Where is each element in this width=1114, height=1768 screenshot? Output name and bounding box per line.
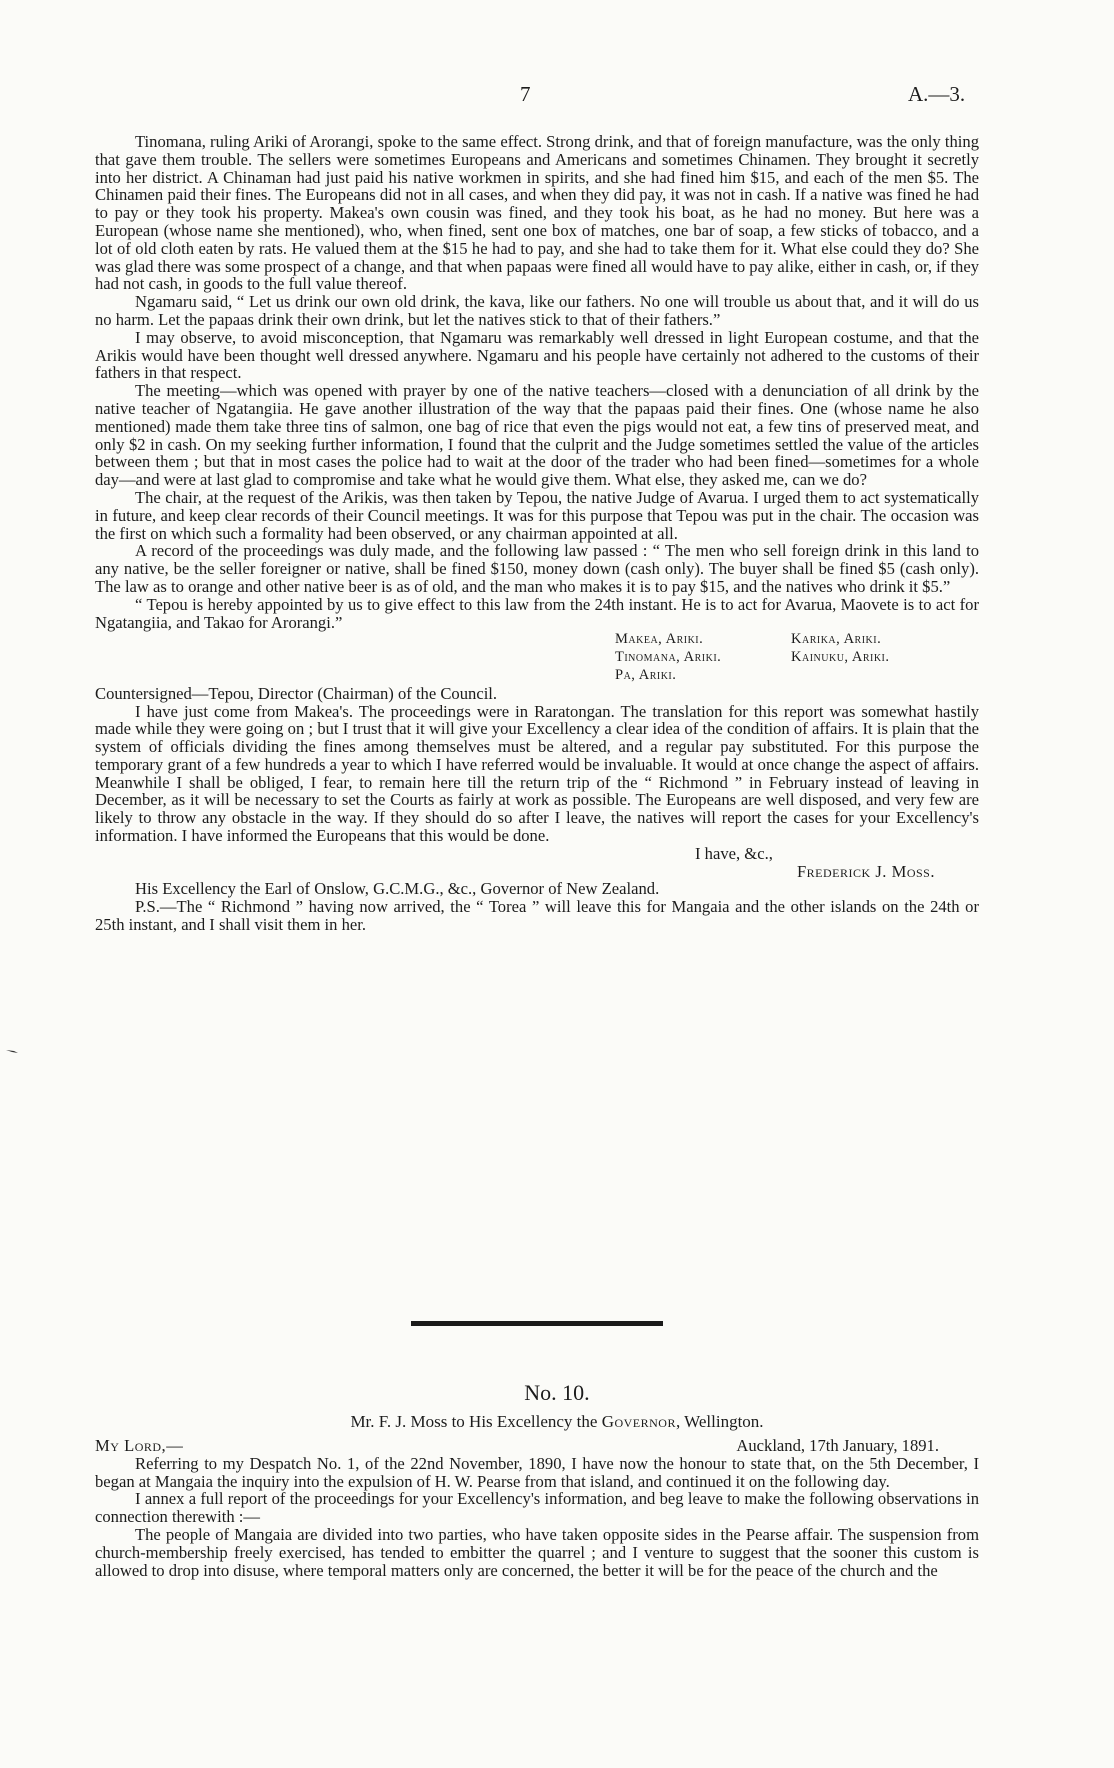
signatory: Kainuku, Ariki. <box>791 649 890 666</box>
signatory: Karika, Ariki. <box>791 631 882 648</box>
paragraph: “ Tepou is hereby appointed by us to give effect to this law from the 24th instant. He is to act for Avarua, Maovete is to act for Ngatangiia, and Takao for Arorangi.” <box>95 594 979 632</box>
letter-continuation <box>95 133 979 934</box>
paragraph: The people of Mangaia are divided into two parties, who have taken opposite sides in the Pearse affair. The suspension from church-membership freely exercised, has tended to embitter the quarrel ; and I venture to suggest that the sooner this custom is allowed to drop into disuse, where temporal matters only are concerned, the better it will be for the peace of the church and the <box>95 1524 979 1580</box>
document-reference: A.—3. <box>908 82 966 106</box>
paragraph: I may observe, to avoid misconception, that Ngamaru was remarkably well dressed in light European costume, and that the Arikis would have been thought well dressed anywhere. Ngamaru and his people have certainly not adhered to the customs of their fathers in that respect. <box>95 327 979 383</box>
heading-title: Governor <box>601 1412 676 1431</box>
despatch-body <box>95 1437 979 1579</box>
paragraph: Ngamaru said, “ Let us drink our own old drink, the kava, like our fathers. No one will trouble us about that, and it will do us no harm. Let the papaas drink their own drink, but let the natives stick to that of their fathers.” <box>95 292 979 329</box>
signatory: Pa, Ariki. <box>615 666 677 683</box>
heading-suffix: , Wellington. <box>675 1412 764 1431</box>
salutation: My Lord,— <box>95 1436 184 1455</box>
closing-line: I have, &c., <box>695 843 773 863</box>
signatory: Tinomana, Ariki. <box>615 649 722 666</box>
paragraph: The meeting—which was opened with prayer by one of the native teachers—closed with a denunciation of all drink by the native teacher of Ngatangiia. He gave another illustration of the way that the papaas paid their fines. One (whose name he also mentioned) made them take three tins of salmon, one bag of rice that even the pigs would not eat, a few tins of preserved meat, and only $2 in cash. On my seeking further information, I found that the culprit and the Judge sometimes settled the value of the articles between them ; but that in most cases the police had to wait at the door of the trader who had been fined—sometimes for a whole day—and were at last glad to compromise and take what he would give them. What else, they asked me, can we do? <box>95 381 979 490</box>
heading-prefix: Mr. F. J. Moss to His Excellency the <box>350 1412 602 1431</box>
signatory: Makea, Ariki. <box>615 631 704 648</box>
signatory <box>791 667 971 685</box>
section-divider <box>411 1321 663 1326</box>
place-date: Auckland, 17th January, 1891. <box>736 1436 939 1455</box>
addressee-line: His Excellency the Earl of Onslow, G.C.M.G., &c., Governor of New Zealand. <box>135 879 660 899</box>
despatch-number: No. 10. <box>524 1380 590 1405</box>
page-number: 7 <box>520 82 531 106</box>
countersigned-line: Countersigned—Tepou, Director (Chairman) of the Council. <box>95 683 498 703</box>
paragraph: I annex a full report of the proceedings for your Excellency's information, and beg leave to make the following observations in connection therewith :— <box>95 1489 979 1527</box>
salutation-row <box>95 1437 979 1455</box>
despatch-heading <box>0 1412 1114 1432</box>
signatories <box>615 631 979 684</box>
paragraph: Referring to my Despatch No. 1, of the 22nd November, 1890, I have now the honour to state that, on the 5th December, I began at Mangaia the inquiry into the expulsion of H. W. Pearse from that island, and continued it on the following day. <box>95 1453 979 1491</box>
paragraph: The chair, at the request of the Arikis, was then taken by Tepou, the native Judge of Avarua. I urged them to act systematically in future, and keep clear records of their Council meetings. It was for this purpose that Tepou was put in the chair. The occasion was the first on which such a formality had been observed, or any chairman appointed at all. <box>95 487 979 543</box>
paragraph: Tinomana, ruling Ariki of Arorangi, spoke to the same effect. Strong drink, and that of foreign manufacture, was the only thing that gave them trouble. The sellers were sometimes Europeans and Americans and sometimes Chinamen. They brought it secretly into her district. A Chinaman had just paid his native workmen in spirits, and she had fined him $15, and each of the men $5. The Chinamen paid their fines. The Europeans did not in all cases, and when they did pay, it was not in cash. If a native was fined he had to pay or they took his property. Makea's own cousin was fined, and they took his boat, as he had no money. But here was a European (whose name she mentioned), who, when fined, sent one box of matches, one bar of soap, a few sticks of tobacco, and a lot of old cloth eaten by rats. He valued them at the $15 he had to pay, and she had to take them for it. What else could they do? She was glad there was some prospect of a change, and that when papaas were fined all would have to pay alike, either in cash, or, if they had not cash, in goods to the full value thereof. <box>95 132 980 294</box>
paragraph: A record of the proceedings was duly made, and the following law passed : “ The men who sell foreign drink in this land to any native, be the seller foreigner or native, shall be fined $150, money down (cash only). The buyer shall be fined $5 (cash only). The law as to orange and other native beer is as of old, and the man who makes it is to pay $15, and the natives who drink it $5.” <box>95 541 979 596</box>
scan-mark <box>6 1048 18 1054</box>
report-paragraph: I have just come from Makea's. The proceedings were in Raratongan. The translation for this report was somewhat hastily made while they were going on ; but I trust that it will give your Excellency a clear idea of the condition of affairs. It is plain that the system of officials dividing the fines among themselves must be altered, and a regular pay substituted. For this purpose the temporary grant of a few hundreds a year to which I have referred would be invaluable. It would at once change the aspect of affairs. Meanwhile I shall be obliged, I fear, to remain here till the return trip of the “ Richmond ” in February instead of leaving in December, as it will be necessary to set the Courts as fairly at work as possible. The Europeans are well disposed, and very few are likely to throw any obstacle in the way. If they should do so after I leave, the natives will report the cases for your Excellency's information. I have informed the Europeans that this would be done. <box>95 701 979 846</box>
postscript: P.S.—The “ Richmond ” having now arrived, the “ Torea ” will leave this for Mangaia and the other islands on the 24th or 25th instant, and I shall visit them in her. <box>95 897 979 935</box>
signer-name: Frederick J. Moss. <box>796 861 935 881</box>
